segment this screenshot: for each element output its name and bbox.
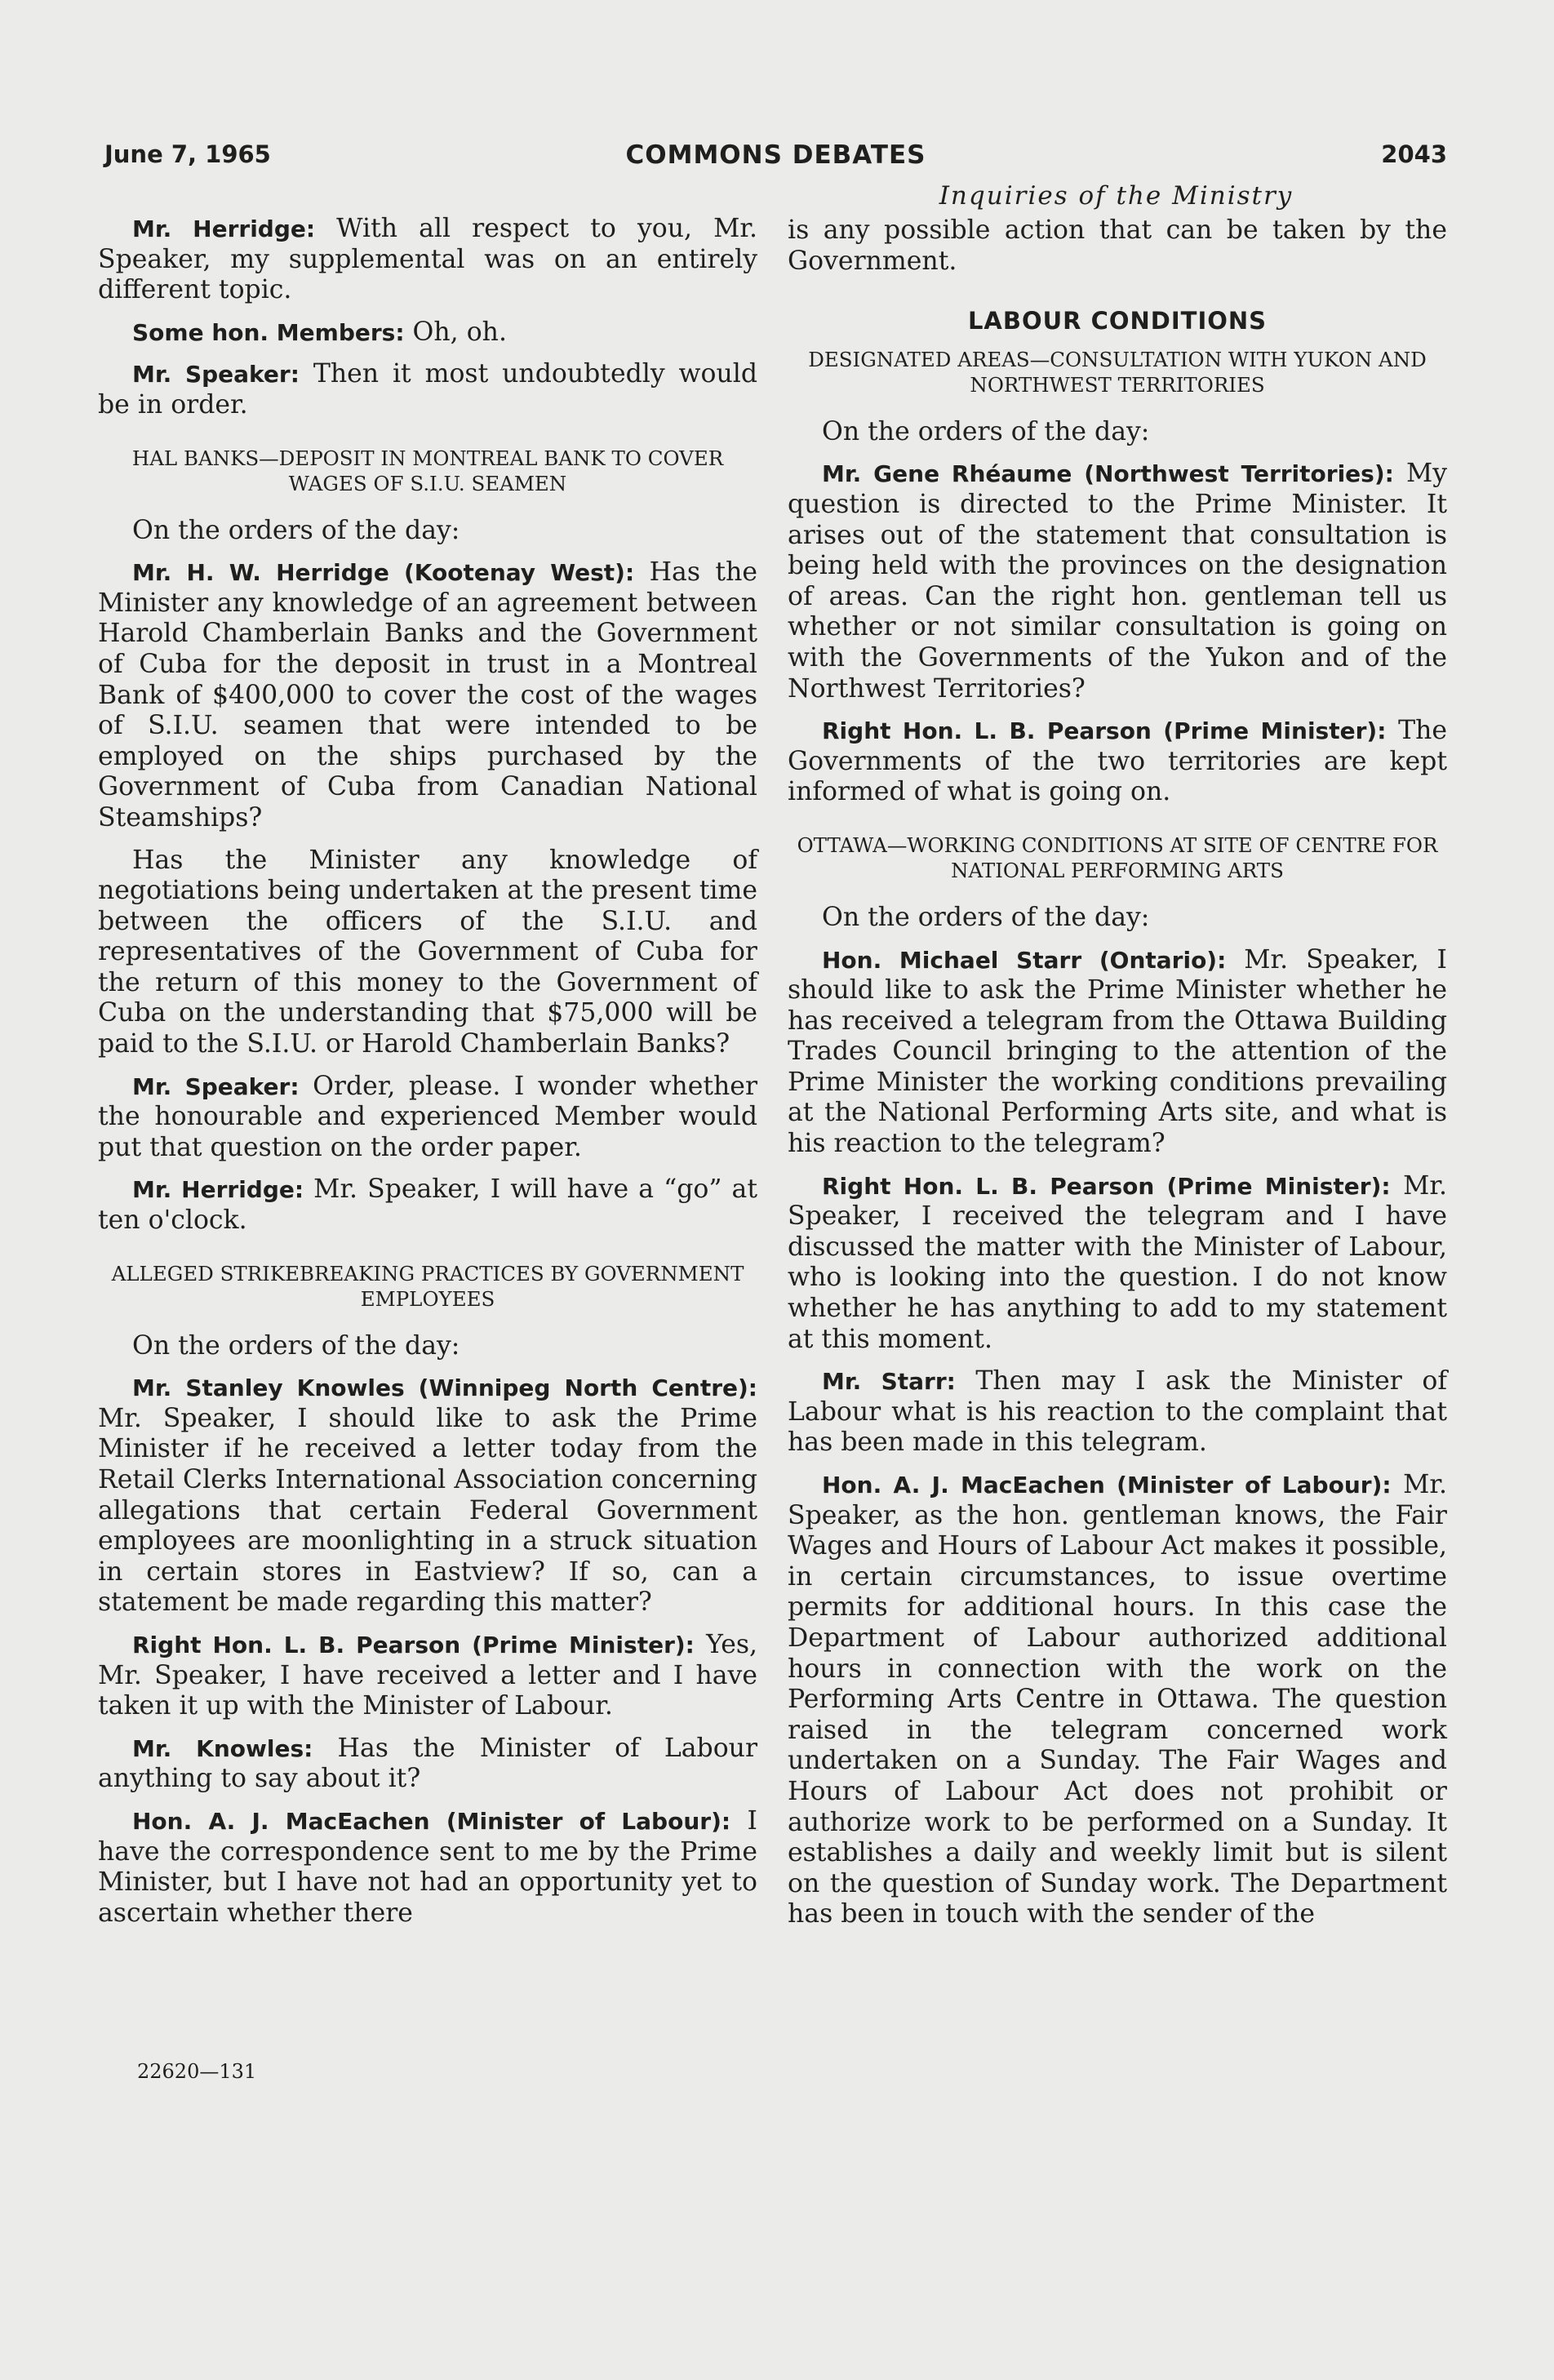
- paragraph: [98, 1373, 757, 1618]
- header-page-number: 2043: [1381, 140, 1447, 168]
- speech-text: Yes, Mr. Speaker, I have received a letter and I have taken it up with the Minister of Labour.: [98, 1629, 758, 1721]
- header-date: June 7, 1965: [104, 140, 271, 168]
- speech-text: With all respect to you, Mr. Speaker, my supplemental was on an entirely different topic.: [98, 214, 757, 305]
- right-column: [788, 215, 1447, 1942]
- paragraph: [788, 945, 1447, 1160]
- speech-text: Mr. Speaker, as the hon. gentleman knows, the Fair Wages and Hours of Labour Act makes it possible, in certain circumstances, to issue overtime permits for additional hours. In this case the Department of Labour authorized additional hours in connection with the work on the Performing Arts Centre in Ottawa. The question raised in the telegram concerned work undertaken on a Sunday. The Fair Wages and Hours of Labour Act does not prohibit or authorize work to be performed on a Sunday. It establishes a daily and weekly limit but is silent on the question of Sunday work. The Department has been in touch with the sender of the: [788, 1470, 1447, 1929]
- left-column: [98, 214, 757, 1940]
- header-title: COMMONS DEBATES: [625, 140, 926, 170]
- paragraph: [98, 1630, 757, 1722]
- footer-code: 22620—131: [137, 2060, 257, 2083]
- paragraph: [98, 1174, 757, 1236]
- paragraph: [98, 317, 757, 349]
- speech-text: I have the correspondence sent to me by the Prime Minister, but I have not had an opportunity yet to ascertain whether there: [98, 1805, 757, 1928]
- speaker-name: Mr. Starr:: [822, 1368, 956, 1396]
- speaker-name: Mr. Knowles:: [132, 1734, 313, 1762]
- paragraph: [788, 1470, 1447, 1930]
- paragraph: [98, 1806, 757, 1929]
- paragraph: On the orders of the day:: [132, 515, 460, 545]
- paragraph: On the orders of the day:: [822, 416, 1150, 446]
- speaker-name: Mr. Speaker:: [132, 361, 300, 389]
- speech-text: Mr. Speaker, I should like to ask the Prime Minister whether he has received a telegram from the Ottawa Building Trades Council bringing to the attention of the Prime Minister the working conditions prevailing at the National Performing Arts site, and what is his reaction to the telegram?: [788, 944, 1447, 1159]
- paragraph: [98, 214, 757, 306]
- speaker-name: Right Hon. L. B. Pearson (Prime Minister):: [132, 1631, 695, 1658]
- speech-text: My question is directed to the Prime Minister. It arises out of the statement that consultation is being held with the provinces on the designation of areas. Can the right hon. gentleman tell us whether or not similar consultation is going on with the Governments of the Yukon and of the Northwest Territories?: [788, 459, 1448, 704]
- speaker-name: Right Hon. L. B. Pearson (Prime Minister):: [822, 717, 1387, 745]
- speech-text: The Governments of the two territories are kept informed of what is going on.: [788, 716, 1448, 807]
- paragraph: [98, 1734, 757, 1795]
- section-subheader: Inquiries of the Ministry: [939, 181, 1294, 211]
- paragraph: is any possible action that can be taken by the Government.: [788, 215, 1447, 276]
- paragraph: [98, 359, 757, 420]
- speaker-name: Hon. Michael Starr (Ontario):: [822, 946, 1227, 974]
- section-heading: HAL BANKS—DEPOSIT IN MONTREAL BANK TO COVER WAGES OF S.I.U. SEAMEN: [131, 446, 724, 495]
- speech-text: Has the Minister any knowledge of an agreement between Harold Chamberlain Banks and the Government of Cuba for the deposit in trust in a Montreal Bank of $400,000 to cover the cost of the wages of S.I.U. seamen that were intended to be employed on the ships purchased by the Government of Cuba from Canadian National Steamships?: [98, 557, 757, 833]
- speech-text: Mr. Speaker, I will have a “go” at ten o'clock.: [98, 1174, 757, 1236]
- speech-text: Oh, oh.: [404, 317, 507, 347]
- speaker-name: Hon. A. J. MacEachen (Minister of Labour):: [132, 1807, 731, 1835]
- paragraph: On the orders of the day:: [822, 902, 1150, 932]
- paragraph: [98, 557, 757, 833]
- speech-text: Mr. Speaker, I received the telegram and I have discussed the matter with the Minister of Labour, who is looking into the question. I do not know whether he has anything to add to my statement at this moment.: [788, 1170, 1447, 1354]
- paragraph: Has the Minister any knowledge of negotiations being undertaken at the present time between the officers of the S.I.U. and representatives of the Government of Cuba for the return of this money to the Government of Cuba on the understanding that $75,000 will be paid to the S.I.U. or Harold Chamberlain Banks?: [98, 845, 757, 1059]
- paragraph: [788, 459, 1447, 704]
- section-heading: OTTAWA—WORKING CONDITIONS AT SITE OF CENTRE FOR NATIONAL PERFORMING ARTS: [797, 833, 1438, 882]
- speech-text: Then it most undoubtedly would be in order.: [98, 359, 757, 420]
- major-heading: LABOUR CONDITIONS: [967, 307, 1268, 335]
- paragraph: [788, 1366, 1447, 1459]
- speaker-name: Mr. H. W. Herridge (Kootenay West):: [132, 559, 635, 587]
- paragraph: [98, 1072, 757, 1164]
- speaker-name: Mr. Herridge:: [132, 1176, 304, 1204]
- page-header: [104, 140, 1447, 176]
- paragraph: [788, 1171, 1447, 1356]
- speech-text: Has the Minister of Labour anything to say about it?: [98, 1733, 758, 1794]
- speaker-name: Mr. Herridge:: [132, 215, 316, 242]
- speaker-name: Mr. Speaker:: [132, 1072, 300, 1100]
- speaker-name: Mr. Gene Rhéaume (Northwest Territories):: [822, 460, 1394, 488]
- speaker-name: Mr. Stanley Knowles (Winnipeg North Centre):: [132, 1374, 757, 1402]
- speaker-name: Some hon. Members:: [132, 318, 405, 346]
- paragraph: On the orders of the day:: [132, 1330, 460, 1361]
- speech-text: Order, please. I wonder whether the honourable and experienced Member would put that question on the order paper.: [98, 1071, 758, 1162]
- speech-text: Then may I ask the Minister of Labour what is his reaction to the complaint that has been made in this telegram.: [788, 1366, 1447, 1458]
- speaker-name: Right Hon. L. B. Pearson (Prime Minister):: [822, 1172, 1391, 1200]
- paragraph: [788, 716, 1447, 808]
- section-heading: DESIGNATED AREAS—CONSULTATION WITH YUKON AND NORTHWEST TERRITORIES: [808, 347, 1427, 397]
- section-heading: ALLEGED STRIKEBREAKING PRACTICES BY GOVERNMENT EMPLOYEES: [111, 1261, 744, 1311]
- speaker-name: Hon. A. J. MacEachen (Minister of Labour):: [822, 1472, 1392, 1499]
- speech-text: Mr. Speaker, I should like to ask the Prime Minister if he received a letter today from the Retail Clerks International Association concerning allegations that certain Federal Government employees are moonlighting in a struck situation in certain stores in Eastview? If so, can a statement be made regarding this matter?: [98, 1403, 757, 1618]
